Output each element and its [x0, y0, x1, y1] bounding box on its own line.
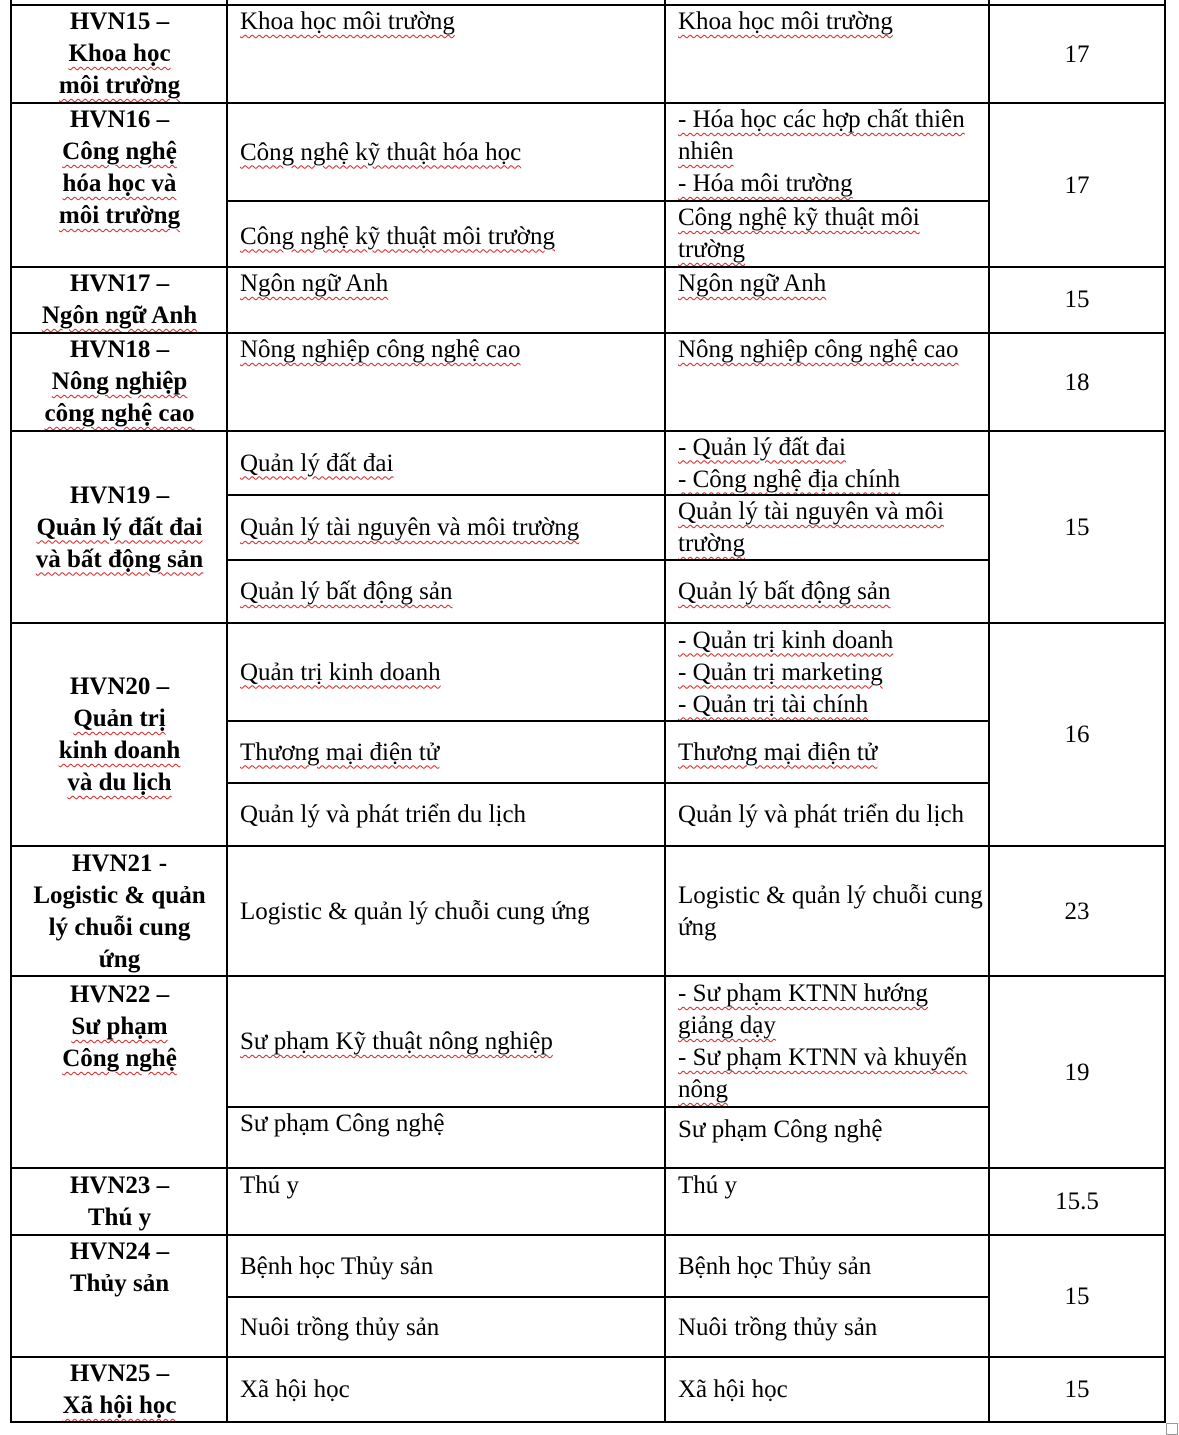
specialization-cell [665, 561, 989, 623]
specialization-cell [665, 202, 989, 267]
major-cell [227, 1298, 665, 1357]
specialization-name: Ngôn ngữ Anh [678, 270, 827, 297]
specialization-cell [665, 847, 989, 976]
specialization-name: Nông nghiệp công nghệ cao [678, 336, 959, 363]
group-line: Thú y [87, 1204, 152, 1231]
specialization-cell [665, 6, 989, 103]
group-line: HVN23 – [69, 1172, 170, 1199]
specialization-cell [665, 1298, 989, 1357]
major-name: Sư phạm Công nghệ [240, 1110, 445, 1137]
group-line: HVN15 – [69, 8, 170, 35]
major-name: Sư phạm Kỹ thuật nông nghiệp [240, 1028, 553, 1055]
major-cell [227, 1358, 665, 1421]
major-name: Quản lý bất động sản [240, 578, 453, 605]
specialization-name: Bệnh học Thủy sản [678, 1252, 872, 1280]
specialization-cell [665, 268, 989, 332]
score-value: 15 [1064, 286, 1090, 313]
group-line: HVN20 – [69, 673, 170, 700]
group-line: kinh doanh [58, 737, 181, 764]
grid-line [10, 975, 1166, 977]
major-name: Thương mại điện tử [240, 738, 440, 766]
score-cell [989, 847, 1165, 976]
specialization-cell [665, 1170, 989, 1234]
major-name: Quản lý và phát triển du lịch [240, 801, 527, 828]
specialization-name: - Sư phạm KTNN hướng giảng dạy [678, 980, 929, 1039]
specialization-name: Công nghệ kỹ thuật môi trường [678, 204, 920, 263]
group-line: Thủy sản [69, 1270, 170, 1297]
group-line: HVN21 - [71, 849, 168, 877]
specialization-name: - Quản trị marketing [678, 658, 883, 686]
grid-line [10, 622, 1166, 624]
major-cell [227, 6, 665, 103]
major-name: Logistic & quản lý chuỗi cung ứng [240, 897, 590, 925]
group-line: Khoa học [68, 40, 171, 67]
grid-line [10, 1234, 1166, 1236]
specialization-name: Logistic & quản lý chuỗi cung ứng [678, 881, 983, 941]
score-cell [989, 104, 1165, 267]
specialization-name: Quản lý và phát triển du lịch [678, 801, 965, 828]
group-cell [12, 624, 227, 846]
major-cell [227, 1108, 665, 1168]
major-name: Ngôn ngữ Anh [240, 270, 389, 297]
grid-line [988, 0, 990, 1423]
score-cell [989, 432, 1165, 623]
grid-line [226, 559, 990, 561]
specialization-name: - Sư phạm KTNN và khuyến nông [678, 1044, 968, 1103]
grid-line [10, 4, 1166, 6]
specialization-cell [665, 1236, 989, 1297]
specialization-cell [665, 334, 989, 431]
score-value: 18 [1064, 368, 1090, 396]
major-cell [227, 432, 665, 495]
grid-line [664, 0, 666, 1423]
major-cell [227, 977, 665, 1107]
group-cell [12, 268, 227, 332]
group-line: HVN19 – [69, 481, 170, 509]
group-line: Sư phạm [71, 1013, 168, 1040]
score-cell [989, 977, 1165, 1168]
score-cell [989, 1358, 1165, 1421]
table-resize-handle[interactable] [1166, 1423, 1178, 1435]
group-line: lý chuỗi cung [48, 913, 191, 941]
major-name: Xã hội học [240, 1375, 350, 1403]
group-line: môi trường [58, 202, 181, 229]
specialization-cell [665, 722, 989, 783]
grid-line [10, 332, 1166, 334]
score-value: 19 [1064, 1058, 1090, 1086]
major-name: Bệnh học Thủy sản [240, 1252, 434, 1280]
score-cell [989, 334, 1165, 431]
group-cell [12, 847, 227, 976]
score-value: 23 [1064, 897, 1090, 925]
specialization-cell [665, 1108, 989, 1152]
group-cell [12, 1170, 227, 1234]
group-line: HVN16 – [69, 106, 170, 133]
group-line: Logistic & quản [33, 881, 206, 909]
specialization-cell [665, 432, 989, 495]
group-line: Công nghệ [62, 138, 177, 165]
score-cell [989, 1170, 1165, 1234]
major-name: Công nghệ kỹ thuật môi trường [240, 222, 555, 250]
group-line: Quản trị [73, 705, 166, 732]
grid-line [226, 494, 990, 496]
specialization-cell [665, 624, 989, 721]
major-name: Quản lý đất đai [240, 449, 394, 477]
grid-line [10, 1167, 1166, 1169]
major-cell [227, 624, 665, 721]
grid-line [10, 0, 12, 1423]
score-cell [989, 6, 1165, 103]
group-line: và du lịch [67, 769, 172, 796]
score-cell [989, 268, 1165, 332]
specialization-cell [665, 1358, 989, 1421]
grid-line [226, 782, 990, 784]
group-cell [12, 6, 227, 103]
group-cell [12, 334, 227, 431]
specialization-name: Khoa học môi trường [678, 8, 893, 35]
group-line: HVN24 – [69, 1238, 170, 1265]
major-cell [227, 104, 665, 201]
group-cell [12, 977, 227, 1168]
major-cell [227, 496, 665, 560]
major-name: Công nghệ kỹ thuật hóa học [240, 138, 522, 166]
group-line: HVN22 – [69, 981, 170, 1008]
specialization-name: Thú y [678, 1172, 738, 1199]
specialization-name: Sư phạm Công nghệ [678, 1116, 883, 1143]
grid-line [10, 102, 1166, 104]
specialization-name: - Hóa môi trường [678, 170, 853, 197]
major-cell [227, 334, 665, 431]
group-line: Ngôn ngữ Anh [41, 302, 198, 329]
score-value: 16 [1064, 721, 1090, 748]
group-line: Công nghệ [62, 1045, 177, 1072]
score-value: 15 [1064, 1375, 1090, 1403]
score-value: 17 [1064, 171, 1090, 199]
group-line: HVN25 – [69, 1360, 170, 1387]
grid-line [226, 0, 228, 1423]
group-line: công nghệ cao [44, 400, 195, 427]
grid-line [10, 1356, 1166, 1358]
major-cell [227, 1170, 665, 1234]
specialization-name: Quản lý tài nguyên và môi trường [678, 498, 944, 557]
group-line: môi trường [58, 72, 181, 99]
major-name: Quản trị kinh doanh [240, 658, 441, 686]
grid-line [226, 720, 990, 722]
specialization-name: - Quản trị tài chính [678, 690, 869, 718]
major-cell [227, 784, 665, 846]
score-value: 17 [1064, 40, 1090, 68]
grid-line [226, 200, 990, 202]
major-name: Thú y [240, 1172, 300, 1199]
major-cell [227, 202, 665, 267]
major-cell [227, 722, 665, 783]
grid-line [226, 1296, 990, 1298]
grid-line [226, 1106, 990, 1108]
major-cell [227, 847, 665, 976]
score-value: 15 [1064, 513, 1090, 541]
group-line: Xã hội học [62, 1392, 177, 1419]
specialization-name: Nuôi trồng thủy sản [678, 1313, 878, 1341]
group-cell [12, 1236, 227, 1357]
major-cell [227, 1236, 665, 1297]
major-name: Nông nghiệp công nghệ cao [240, 336, 521, 363]
specialization-cell [665, 784, 989, 846]
score-value: 15 [1064, 1282, 1090, 1310]
specialization-name: - Quản trị kinh doanh [678, 626, 894, 654]
grid-line [10, 1421, 1166, 1423]
group-line: hóa học và [62, 170, 177, 197]
group-line: HVN17 – [69, 270, 170, 297]
grid-line [10, 845, 1166, 847]
group-line: ứng [98, 945, 141, 973]
group-line: HVN18 – [69, 336, 170, 363]
specialization-name: Thương mại điện tử [678, 738, 878, 766]
major-cell [227, 561, 665, 623]
specialization-name: Quản lý bất động sản [678, 578, 891, 605]
score-cell [989, 1236, 1165, 1357]
major-name: Quản lý tài nguyên và môi trường [240, 514, 580, 541]
specialization-name: Xã hội học [678, 1375, 788, 1403]
grid-line [1164, 0, 1166, 1423]
score-cell [989, 624, 1165, 846]
specialization-name: - Hóa học các hợp chất thiên nhiên [678, 106, 965, 165]
specialization-name: - Công nghệ địa chính [678, 465, 901, 493]
specialization-cell [665, 977, 989, 1107]
specialization-cell [665, 104, 989, 201]
major-name: Nuôi trồng thủy sản [240, 1313, 440, 1341]
specialization-cell [665, 496, 989, 560]
group-cell [12, 104, 227, 267]
specialization-name: - Quản lý đất đai [678, 433, 847, 461]
group-cell [12, 432, 227, 623]
grid-line [10, 430, 1166, 432]
group-line: Quản lý đất đai [36, 513, 203, 541]
major-cell [227, 268, 665, 332]
score-value: 15.5 [1055, 1188, 1099, 1215]
group-line: Nông nghiệp [51, 368, 188, 395]
grid-line [10, 266, 1166, 268]
major-name: Khoa học môi trường [240, 8, 455, 35]
group-cell [12, 1358, 227, 1421]
group-line: và bất động sản [35, 545, 204, 573]
